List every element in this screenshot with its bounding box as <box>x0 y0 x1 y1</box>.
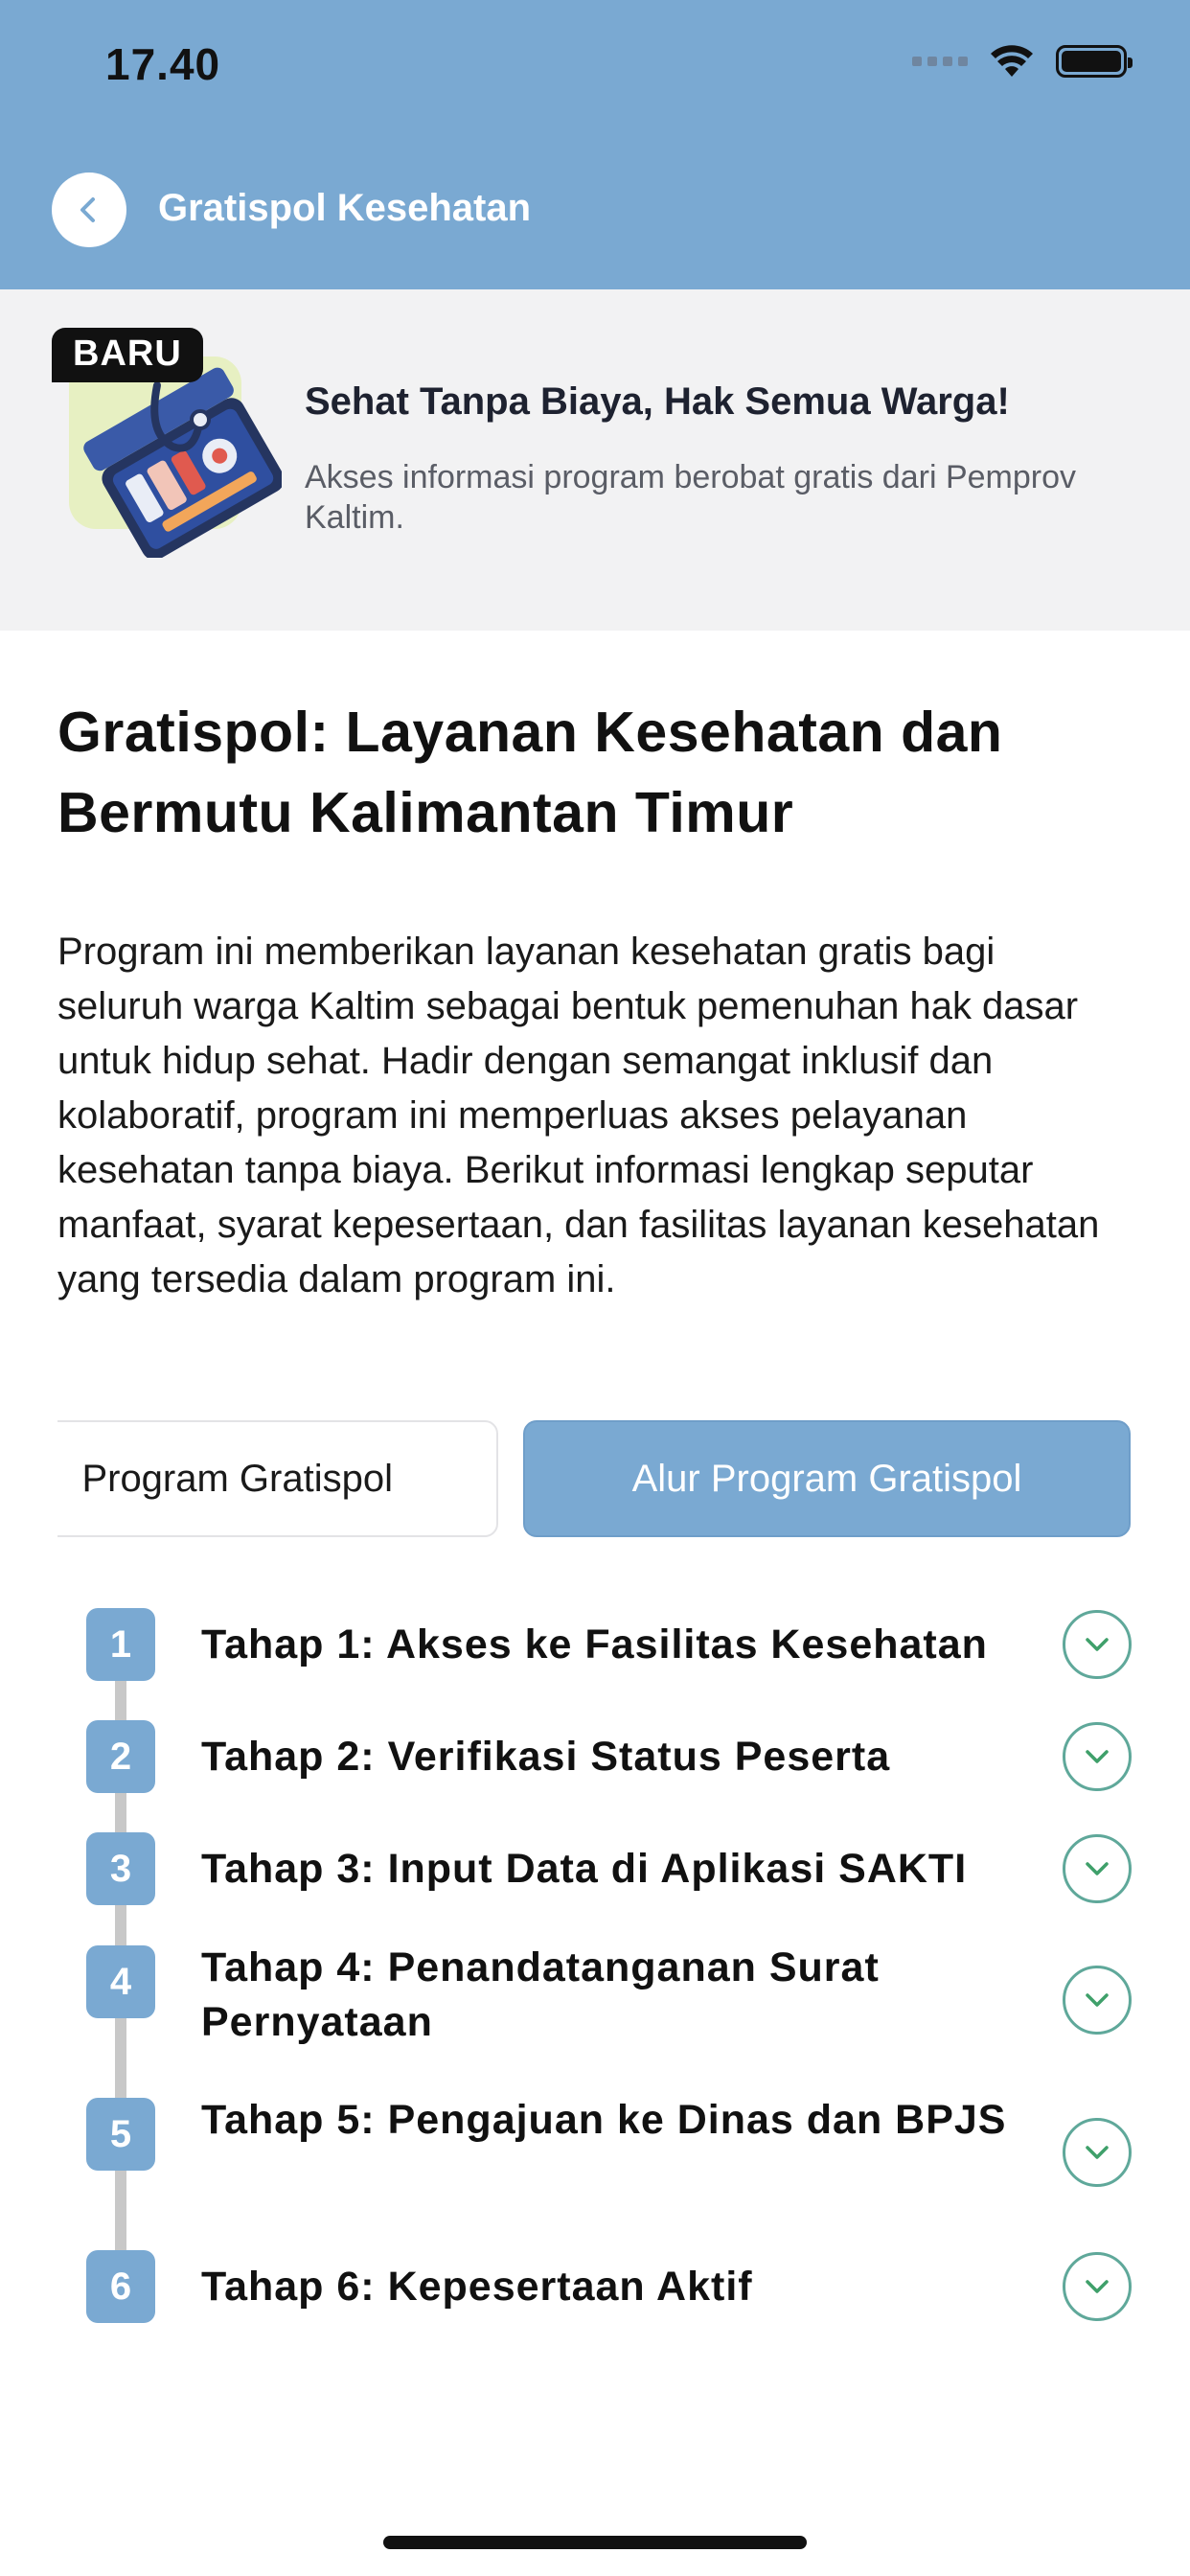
expand-step-5-button[interactable] <box>1063 2118 1132 2187</box>
step-title: Tahap 6: Kepesertaan Aktif <box>201 2264 753 2310</box>
step-title: Tahap 5: Pengajuan ke Dinas dan BPJS <box>201 2097 1007 2143</box>
banner-subtitle: Akses informasi program berobat gratis dari Pemprov Kaltim. <box>305 459 1076 536</box>
tab-label: Alur Program Gratispol <box>631 1457 1022 1500</box>
back-button[interactable] <box>52 172 126 247</box>
step-title: Tahap 3: Input Data di Aplikasi SAKTI <box>201 1846 968 1892</box>
banner-title: Sehat Tanpa Biaya, Hak Semua Warga! <box>305 380 1010 423</box>
chevron-down-icon <box>1080 2135 1114 2170</box>
battery-icon <box>1056 45 1127 78</box>
chevron-down-icon <box>1080 1983 1114 2017</box>
step-number: 3 <box>86 1832 155 1905</box>
header-title: Gratispol Kesehatan <box>158 187 532 229</box>
page-description: Program ini memberikan layanan kesehatan gratis bagi seluruh warga Kaltim sebagai bentuk pemenuhan hak dasar untuk hidup sehat. Hadir dengan semangat inklusif dan kolaboratif, program ini memperluas akses pelayanan kesehatan tanpa biaya. Berikut informasi lengkap seputar manfaat, syarat kepesertaan, dan fasilitas layanan kesehatan yang tersedia dalam program ini. <box>57 931 1100 1300</box>
tab-program-gratispol[interactable] <box>0 1420 498 1537</box>
home-indicator[interactable] <box>383 2536 807 2549</box>
step-number: 2 <box>86 1720 155 1793</box>
chevron-down-icon <box>1080 1739 1114 1774</box>
chevron-left-icon <box>73 194 105 226</box>
step-number: 6 <box>86 2250 155 2323</box>
chevron-down-icon <box>1080 1852 1114 1886</box>
status-icons <box>912 44 1127 79</box>
expand-step-4-button[interactable] <box>1063 1966 1132 2035</box>
expand-step-2-button[interactable] <box>1063 1722 1132 1791</box>
step-number: 1 <box>86 1608 155 1681</box>
tab-alur-program-gratispol[interactable] <box>523 1420 1131 1537</box>
page-title: Gratispol: Layanan Kesehatan dan Bermutu Kalimantan Timur <box>57 701 1003 844</box>
step-number: 5 <box>86 2098 155 2171</box>
wifi-icon <box>989 44 1035 79</box>
step-title: Tahap 4: Penandatanganan Surat Pernyataan <box>201 1944 880 2045</box>
step-number: 4 <box>86 1945 155 2018</box>
info-banner[interactable] <box>0 289 1190 631</box>
program-tabs <box>0 1420 1190 1537</box>
expand-step-1-button[interactable] <box>1063 1610 1132 1679</box>
tab-scroll-mask <box>0 1420 57 1537</box>
step-title: Tahap 2: Verifikasi Status Peserta <box>201 1734 891 1780</box>
chevron-down-icon <box>1080 1627 1114 1662</box>
app-header <box>0 0 1190 289</box>
expand-step-6-button[interactable] <box>1063 2252 1132 2321</box>
cellular-signal-icon <box>912 57 968 66</box>
expand-step-3-button[interactable] <box>1063 1834 1132 1903</box>
status-time: 17.40 <box>105 39 221 89</box>
new-badge: BARU <box>52 328 203 382</box>
chevron-down-icon <box>1080 2269 1114 2304</box>
tab-label: Program Gratispol <box>81 1457 393 1500</box>
step-title: Tahap 1: Akses ke Fasilitas Kesehatan <box>201 1622 988 1668</box>
